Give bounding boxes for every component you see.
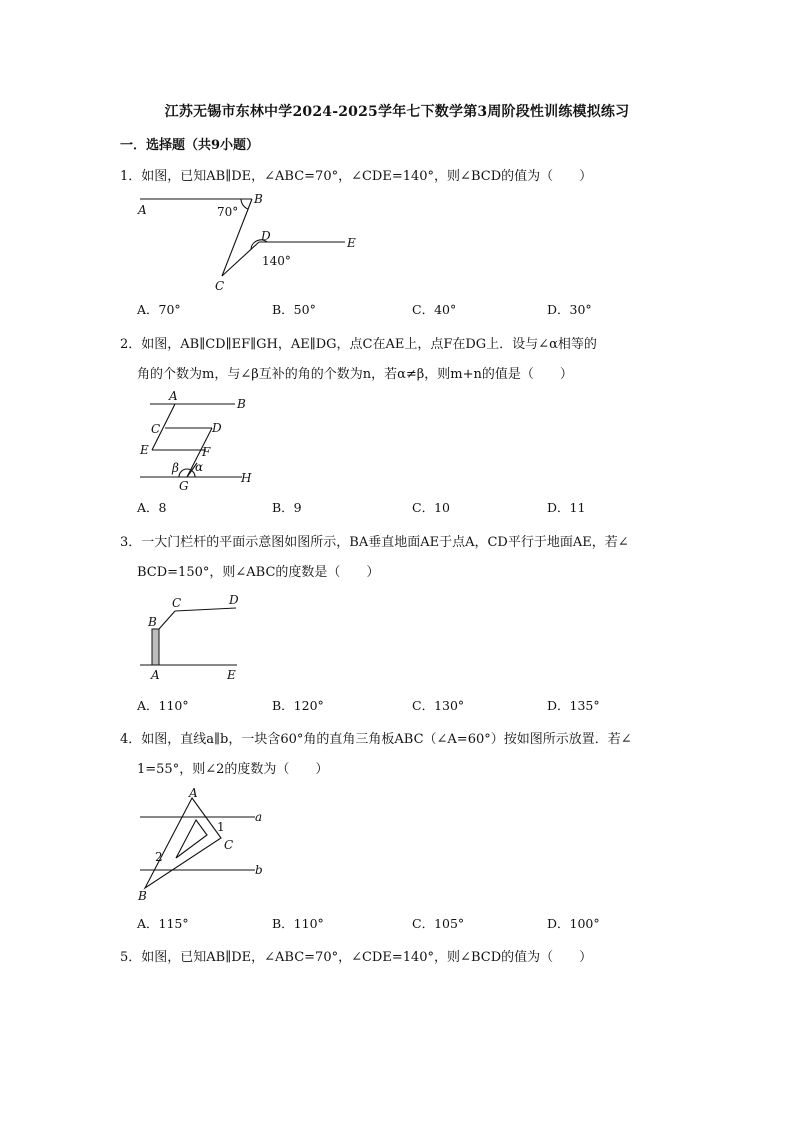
label-d: D [261,229,271,243]
angle-label-1: 1 [217,820,225,834]
label-a: A [138,203,147,217]
triangle-inner [176,820,207,858]
question-3-stem [120,531,629,550]
label-b: B [237,397,246,411]
question-1-stem [120,165,592,184]
question-2-number: 2． [120,337,142,352]
option-c[interactable]: C．105° [412,916,465,931]
option-a[interactable]: A．70° [137,302,181,317]
label-beta: β [172,461,179,475]
option-b[interactable]: B．110° [272,916,324,931]
angle-label-140: 140° [262,254,291,268]
label-e: E [227,668,236,682]
question-4-figure [135,786,270,906]
label-b-vertex: B [138,889,147,903]
question-2-text-line1: 如图，AB∥CD∥EF∥GH，AE∥DG，点C在AE上，点F在DG上．设与∠α相等的 [141,337,597,352]
label-g: G [179,479,189,493]
angle-label-2: 2 [155,850,163,864]
option-d[interactable]: D．11 [547,500,586,515]
label-c: C [151,422,161,436]
line-bc [159,611,175,629]
label-line-b: b [255,863,263,877]
option-b[interactable]: B．120° [272,698,324,713]
question-1-text: 如图，已知AB∥DE，∠ABC=70°，∠CDE=140°，则∠BCD的值为（ ） [141,169,593,184]
label-c-vertex: C [224,838,234,852]
option-d[interactable]: D．135° [547,698,600,713]
option-c[interactable]: C．10 [412,500,450,515]
option-c[interactable]: C．130° [412,698,465,713]
question-2-stem [120,333,597,352]
question-5-text: 如图，已知AB∥DE，∠ABC=70°，∠CDE=140°，则∠BCD的值为（ ） [141,950,593,965]
label-f: F [202,445,211,459]
angle-label-70: 70° [217,205,239,219]
line-cd [175,608,236,611]
label-alpha: α [195,460,204,474]
label-a-vertex: A [189,786,198,800]
question-2-stem-line2: 角的个数为m，与∠β互补的角的个数为n，若α≠β，则m+n的值是（ ） [137,367,573,382]
question-4-text-line1: 如图，直线a∥b，一块含60°角的直角三角板ABC（∠A=60°）按如图所示放置．若∠ [141,732,632,747]
question-1-figure [135,188,365,294]
question-3-stem-line2: BCD=150°，则∠ABC的度数是（ ） [137,565,380,580]
option-d[interactable]: D．30° [547,302,592,317]
label-c: C [215,279,225,293]
label-h: H [241,471,252,485]
label-c: C [172,596,182,610]
option-b[interactable]: B．50° [272,302,316,317]
option-a[interactable]: A．115° [137,916,189,931]
label-e: E [347,236,356,250]
label-d: D [229,593,239,607]
question-3-figure [135,592,265,684]
line-cd [222,242,259,276]
question-3-number: 3． [120,535,142,550]
label-b: B [148,615,157,629]
question-5-number: 5． [120,950,142,965]
question-4-number: 4． [120,732,142,747]
option-a[interactable]: A．110° [137,698,189,713]
label-e: E [140,443,149,457]
angle-arc-b [241,199,248,209]
label-d: D [212,421,222,435]
gate-post [152,629,159,665]
option-d[interactable]: D．100° [547,916,600,931]
option-b[interactable]: B．9 [272,500,302,515]
question-4-stem-line2: 1=55°，则∠2的度数为（ ） [137,762,329,777]
label-b: B [254,192,263,206]
question-3-text-line1: 一大门栏杆的平面示意图如图所示，BA垂直地面AE于点A，CD平行于地面AE，若∠ [141,535,629,550]
label-a: A [169,389,178,403]
question-5-stem [120,946,592,965]
option-a[interactable]: A．8 [137,500,167,515]
section-heading: 一．选择题（共9小题） [120,138,260,153]
question-4-stem [120,728,632,747]
triangle-outer [145,798,221,888]
question-2-figure [135,388,265,492]
label-line-a: a [255,810,263,824]
label-a: A [151,668,160,682]
page-title: 江苏无锡市东林中学2024-2025学年七下数学第3周阶段性训练模拟练习 [164,104,630,120]
question-1-number: 1． [120,169,142,184]
option-c[interactable]: C．40° [412,302,457,317]
